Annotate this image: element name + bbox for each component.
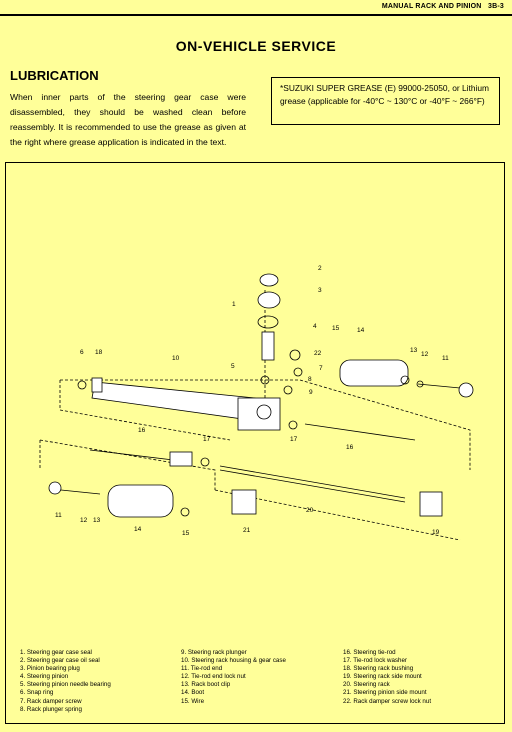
callout-number: 13 [410, 347, 418, 354]
legend-item: 6. Snap ring [20, 689, 54, 697]
callout-number: 7 [319, 365, 323, 372]
callout-number: 19 [432, 529, 440, 536]
callout-number: 21 [243, 527, 251, 534]
callout-number: 1 [232, 301, 236, 308]
gear-case-part [238, 398, 280, 430]
callout-number: 9 [309, 389, 313, 396]
legend-column-2 [181, 649, 286, 706]
callout-number: 20 [306, 507, 314, 514]
legend-item: 4. Steering pinion [20, 673, 69, 681]
legend-item: 5. Steering pinion needle bearing [20, 681, 111, 689]
oil-seal-part [260, 274, 278, 286]
legend-item: 14. Boot [181, 689, 205, 697]
legend-item: 3. Pinion bearing plug [20, 665, 80, 673]
legend-column-3 [343, 649, 431, 706]
legend-item: 10. Steering rack housing & gear case [181, 657, 286, 665]
legend-item: 16. Steering tie-rod [343, 649, 396, 656]
legend-column-1 [20, 649, 111, 714]
callout-number: 14 [134, 526, 142, 533]
section-heading: LUBRICATION [10, 68, 99, 83]
case-seal-part [258, 316, 278, 328]
legend-item: 13. Rack boot clip [181, 681, 231, 689]
legend-item: 20. Steering rack [343, 681, 390, 689]
callout-number: 2 [318, 265, 322, 272]
legend-item: 12. Tie-rod end lock nut [181, 673, 246, 681]
legend-item: 19. Steering rack side mount [343, 673, 422, 681]
bearing-plug-part [258, 292, 280, 308]
legend-item: 9. Steering rack plunger [181, 649, 247, 656]
legend-item: 15. Wire [181, 697, 205, 705]
legend-item: 8. Rack plunger spring [20, 705, 82, 713]
legend-item: 7. Rack damper screw [20, 697, 82, 705]
callout-number: 17 [290, 436, 298, 443]
legend-item: 11. Tie-rod end [181, 665, 223, 673]
callout-number: 15 [182, 530, 190, 537]
callout-number: 18 [95, 349, 103, 356]
callout-number: 4 [313, 323, 317, 330]
callout-number: 10 [172, 355, 180, 362]
rack-side-mount-part [420, 492, 442, 516]
legend-item: 18. Steering rack bushing [343, 665, 414, 673]
callout-number: 12 [80, 517, 88, 524]
legend-item: 17. Tie-rod lock washer [343, 657, 407, 665]
callout-number: 17 [203, 436, 211, 443]
callout-number: 14 [357, 327, 365, 334]
pinion-side-mount-part [232, 490, 256, 514]
callout-number: 22 [314, 350, 322, 357]
callout-number: 16 [346, 444, 354, 451]
header-page-number: 3B-3 [488, 3, 504, 10]
callout-number: 11 [442, 355, 449, 362]
callout-number: 6 [80, 349, 84, 356]
callout-number: 12 [421, 351, 429, 358]
legend-item: 2. Steering gear case oil seal [20, 657, 100, 665]
legend-item: 21. Steering pinion side mount [343, 689, 427, 697]
grease-note: *SUZUKI SUPER GREASE (E) 99000-25050, or Lithium grease (applicable for -40°C ~ 130°C or -40°F ~ 266°F) [271, 77, 500, 125]
lower-boot-part [108, 485, 173, 517]
pinion-part [262, 332, 274, 360]
rack-housing-part [92, 382, 255, 420]
callout-number: 13 [93, 517, 101, 524]
callout-number: 3 [318, 287, 322, 294]
legend-item: 22. Rack damper screw lock nut [343, 697, 432, 705]
callout-number: 16 [138, 427, 146, 434]
page-title: ON-VEHICLE SERVICE [175, 38, 337, 54]
callout-number: 15 [332, 325, 340, 332]
header-section: MANUAL RACK AND PINION [381, 3, 482, 10]
lubrication-paragraph: When inner parts of the steering gear case were disassembled, they should be washed clean before reassembly. It is recommended to use the grease as given at the right where grease application is indicated in the text. [10, 92, 246, 147]
callout-number: 11 [55, 512, 62, 519]
callout-number: 5 [231, 363, 235, 370]
upper-boot-part [340, 360, 408, 386]
legend-item: 1. Steering gear case seal [20, 649, 92, 656]
callout-number: 8 [308, 376, 312, 383]
upper-tie-rod-part [305, 424, 415, 440]
